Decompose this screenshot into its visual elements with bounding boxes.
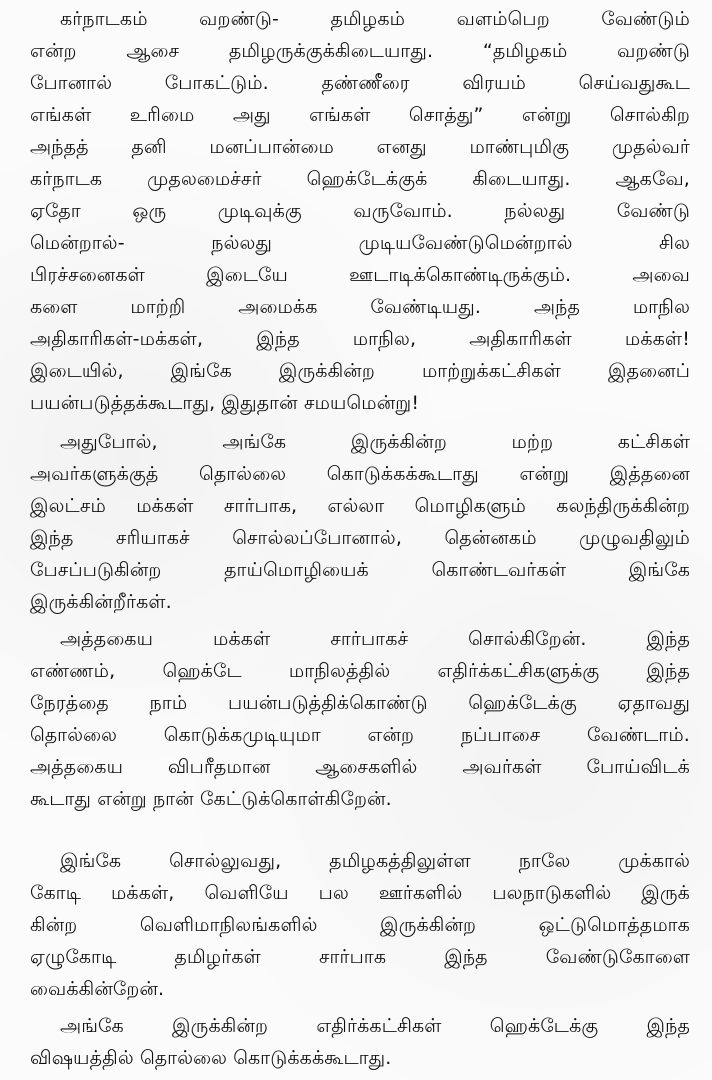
paragraph-5 [30,1010,690,1074]
paragraph-4 [30,845,690,1005]
paragraph-1 [30,3,690,419]
text-line: ஏதோ ஒரு முடிவுக்கு வருவோம். நல்லது வேண்டு [30,200,690,222]
text-line: கோடி மக்கள், வெளியே பல ஊர்களில் பலநாடுகளில் இருக் [30,882,690,904]
text-line: போனால் போகட்டும். தண்ணீரை விரயம் செய்வதுகூட [30,72,690,94]
text-line: பேசப்படுகின்ற தாய்மொழியைக் கொண்டவர்கள் இங்கே [30,559,690,581]
text-line: தொல்லை கொடுக்கமுடியுமா என்ற நப்பாசை வேண்டாம். [30,724,690,746]
text-line: அங்கே இருக்கின்ற எதிர்க்கட்சிகள் ஹெக்டேக்கு இந்த [60,1015,690,1037]
paragraph-2 [30,426,690,618]
text-line: எங்கள் உரிமை அது எங்கள் சொத்து” என்று சொல்கிற [30,104,690,126]
text-line: எண்ணம், ஹெக்டே மாநிலத்தில் எதிர்க்கட்சிகளுக்கு இந்த [30,660,690,682]
text-line: நேரத்தை நாம் பயன்படுத்திக்கொண்டு ஹெக்டேக்கு ஏதாவது [30,692,690,714]
text-line: பிரச்சனைகள் இடையே ஊடாடிக்கொண்டிருக்கும். அவை [30,264,690,286]
paragraph-3 [30,623,690,815]
text-line: கூடாது என்று நான் கேட்டுக்கொள்கிறேன். [30,788,392,810]
text-line: இடையில், இங்கே இருக்கின்ற மாற்றுக்கட்சிகள் இதனைப் [30,360,690,382]
text-line: கர்நாடகம் வறண்டு- தமிழகம் வளம்பெற வேண்டும் [60,8,690,30]
text-line: அதுபோல், அங்கே இருக்கின்ற மற்ற கட்சிகள் [60,431,690,453]
text-line: இந்த சரியாகச் சொல்லப்போனால், தென்னகம் முழுவதிலும் [30,527,690,549]
text-line: அவர்களுக்குத் தொல்லை கொடுக்கக்கூடாது என்று இத்தனை [30,463,690,485]
text-line: களை மாற்றி அமைக்க வேண்டியது. அந்த மாநில [30,296,690,318]
text-line: என்ற ஆசை தமிழருக்குக்கிடையாது. “தமிழகம் வறண்டு [30,40,690,62]
text-line: இருக்கின்றீர்கள். [30,591,172,613]
text-line: அத்தகைய மக்கள் சார்பாகச் சொல்கிறேன். இந்த [60,628,690,650]
text-line: பயன்படுத்தக்கூடாது, இதுதான் சமயமென்று! [30,392,420,414]
text-line: கர்நாடக முதலமைச்சர் ஹெக்டேக்குக் கிடையாது. ஆகவே, [30,168,690,190]
text-line: மென்றால்- நல்லது முடியவேண்டுமென்றால் சில [30,232,690,254]
text-line: இலட்சம் மக்கள் சார்பாக, எல்லா மொழிகளும் கலந்திருக்கின்ற [30,495,690,517]
text-line: அத்தகைய விபரீதமான ஆசைகளில் அவர்கள் போய்விடக் [30,756,690,778]
text-line: கின்ற வெளிமாநிலங்களில் இருக்கின்ற ஒட்டுமொத்தமாக [30,914,690,936]
text-line: வைக்கின்றேன். [30,978,165,1000]
text-line: அதிகாரிகள்-மக்கள், இந்த மாநில, அதிகாரிகள் மக்கள்! [30,328,690,350]
text-line: அந்தத் தனி மனப்பான்மை எனது மாண்புமிகு முதல்வர் [30,136,690,158]
text-line: விஷயத்தில் தொல்லை கொடுக்கக்கூடாது. [30,1047,392,1069]
text-line: இங்கே சொல்லுவது, தமிழகத்திலுள்ள நாலே முக்கால் [60,850,690,872]
text-line: ஏழுகோடி தமிழர்கள் சார்பாக இந்த வேண்டுகோளை [30,946,690,968]
